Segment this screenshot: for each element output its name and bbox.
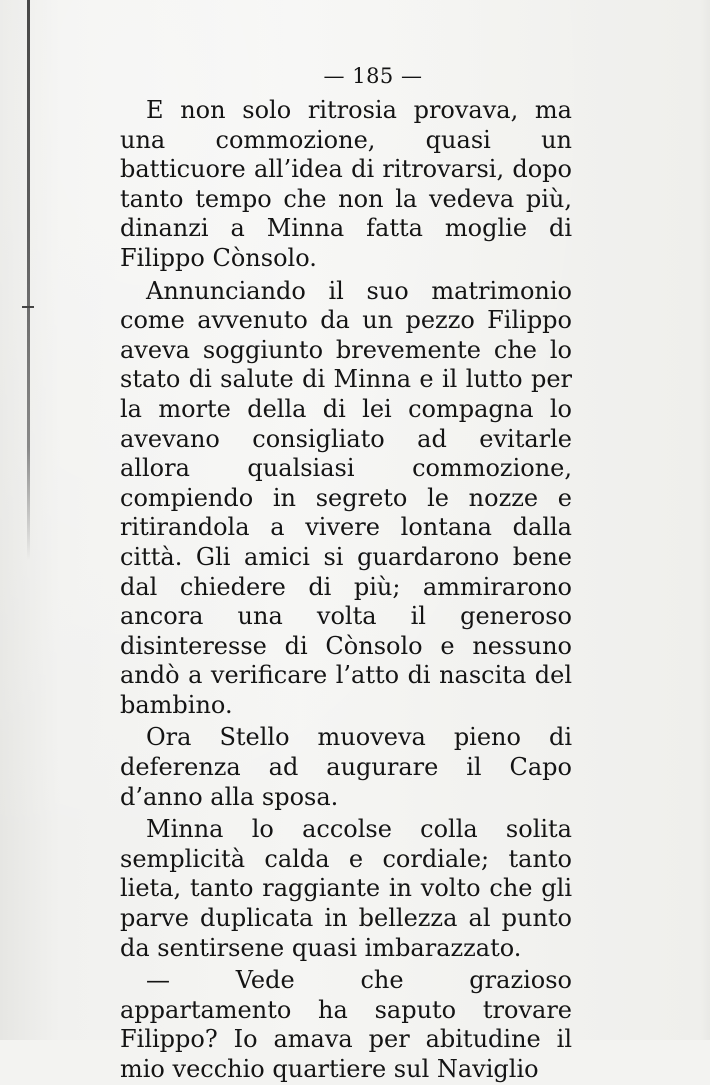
binding-mark (22, 306, 34, 308)
paragraph-3: Ora Stello muoveva pieno di deferenza ad augurare il Capo d’anno alla sposa. (120, 723, 572, 811)
body-text (120, 96, 572, 1085)
paragraph-1: E non solo ritrosia provava, ma una commozione, quasi un batticuore all’idea di ritrovarsi, dopo tanto tempo che non la vedeva più, dinanzi a Minna fatta moglie di Filippo Cònsolo. (120, 96, 572, 272)
paragraph-4: Minna lo accolse colla solita semplicità calda e cordiale; tanto lieta, tanto raggiante in volto che gli parve duplicata in bellezza al punto da sentirsene quasi imbarazzato. (120, 815, 572, 962)
paragraph-5: — Vede che grazioso appartamento ha saputo trovare Filippo? Io amava per abitudine il mio vecchio quartiere sul Naviglio (120, 966, 572, 1083)
page-number: — 185 — (323, 64, 423, 88)
paragraph-2: Annunciando il suo matrimonio come avvenuto da un pezzo Filippo aveva soggiunto brevemente che lo stato di salute di Minna e il lutto per la morte della di lei compagna lo avevano consigliato ad evitarle allora qualsiasi commozione, compiendo in segreto le nozze e ritirandola a vivere lontana dalla città. Gli amici si guardarono bene dal chiedere di più; ammirarono ancora una volta il generoso disinteresse di Cònsolo e nessuno andò a verificare l’atto di nascita del bambino. (120, 276, 572, 719)
